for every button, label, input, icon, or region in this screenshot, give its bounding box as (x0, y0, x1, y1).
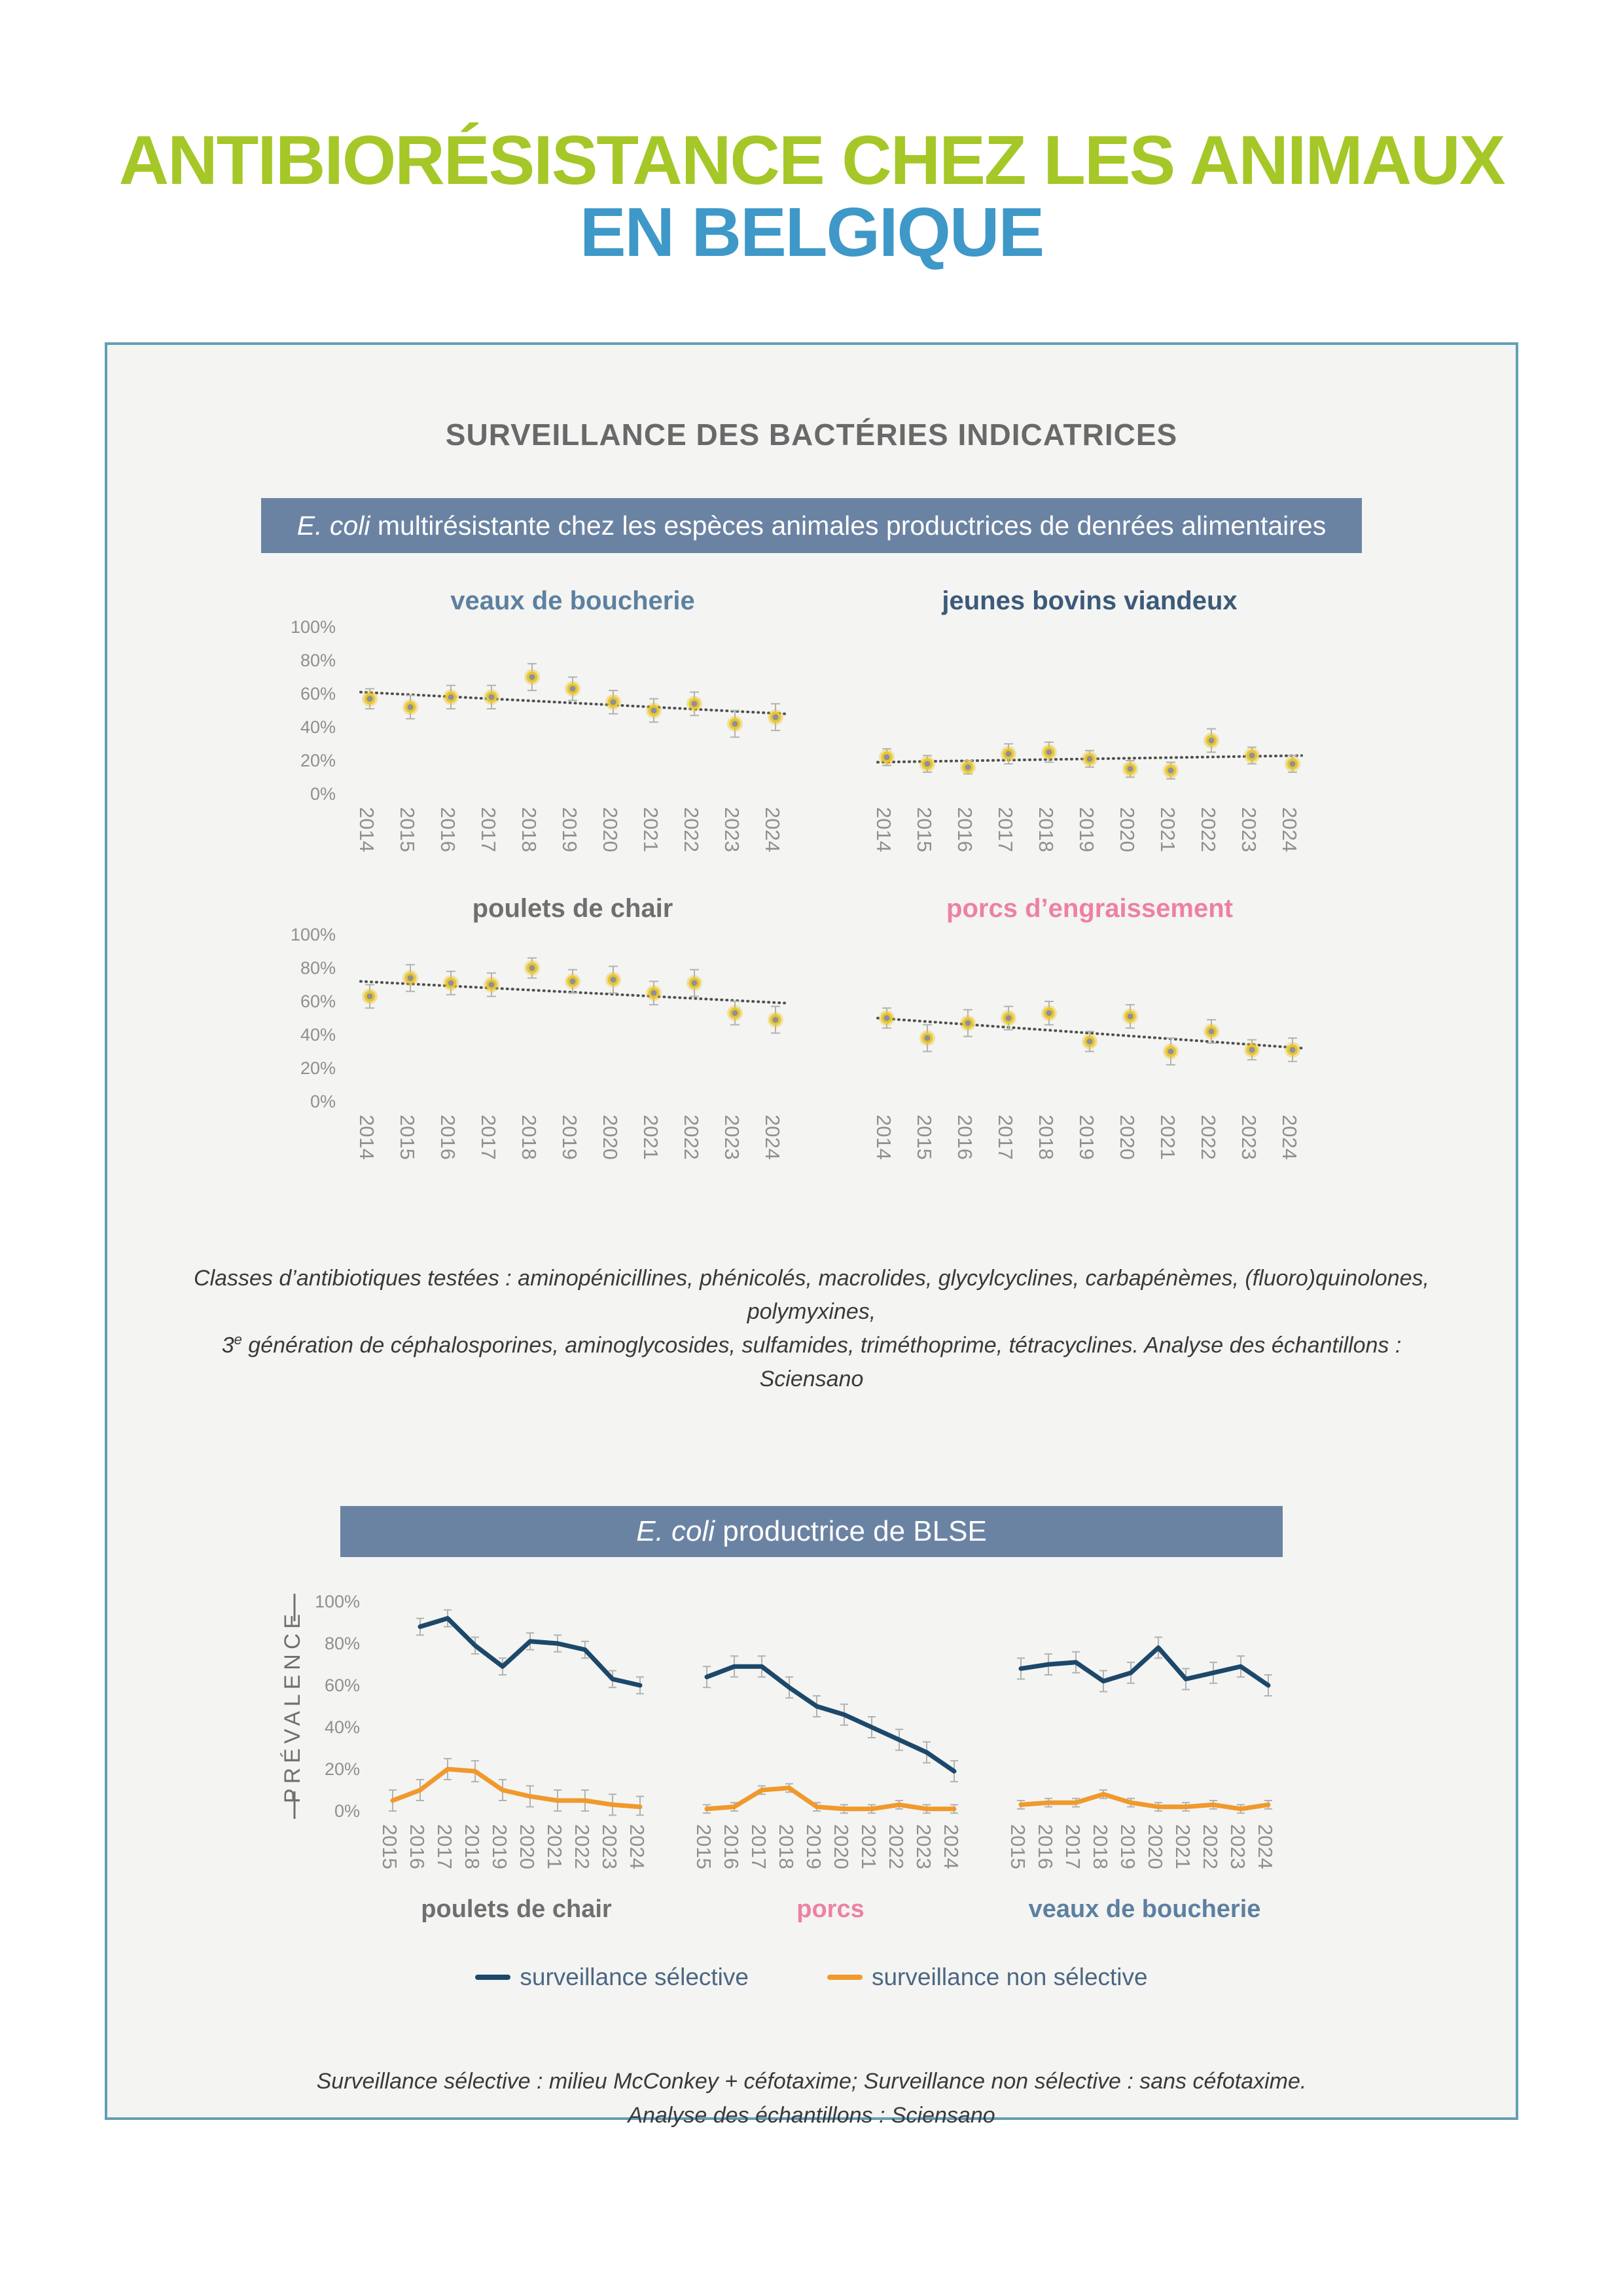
y-tick-label: 0% (310, 784, 336, 804)
section-heading: SURVEILLANCE DES BACTÉRIES INDICATRICES (445, 418, 1178, 452)
marker-inner (408, 704, 414, 710)
blse-method-footnote (107, 2064, 1516, 2133)
x-tick-label: 2024 (761, 807, 784, 853)
marker-inner (408, 975, 414, 981)
x-tick-label: 2023 (912, 1823, 935, 1869)
marker-inner (732, 721, 738, 727)
panel-label: porcs (796, 1895, 865, 1923)
marker-inner (965, 1020, 971, 1026)
blse-banner-text: productrice de BLSE (722, 1515, 987, 1547)
marker-inner (1006, 1015, 1012, 1021)
x-tick-label: 2021 (1171, 1823, 1194, 1869)
main-title-line2: EN BELGIQUE (579, 194, 1044, 272)
blse-chart-wrap (107, 1569, 1516, 1939)
blse-banner-species-italic: E. coli (636, 1515, 715, 1547)
x-tick-label: 2015 (913, 807, 936, 853)
x-tick-label: 2019 (558, 1115, 581, 1160)
banner-species-italic: E. coli (296, 511, 370, 541)
marker-inner (489, 982, 495, 988)
marker-inner (611, 700, 616, 706)
x-tick-label: 2019 (1075, 807, 1098, 853)
x-tick-label: 2015 (692, 1823, 715, 1869)
x-tick-label: 2023 (1238, 807, 1260, 853)
chart-title: veaux de boucherie (450, 586, 695, 616)
data-points (879, 1001, 1300, 1065)
marker-inner (1290, 761, 1296, 767)
marker-inner (1046, 749, 1052, 755)
x-tick-label: 2017 (994, 1115, 1017, 1160)
x-tick-label: 2015 (913, 1115, 936, 1160)
x-tick-label: 2024 (1254, 1823, 1277, 1869)
x-tick-label: 2018 (518, 1115, 541, 1160)
marker-inner (773, 715, 779, 721)
surveillance-box (105, 342, 1518, 2128)
blse-footnote-line2: Analyse des échantillons : Sciensano (628, 2103, 995, 2128)
x-tick-label: 2016 (437, 807, 459, 853)
marker-inner (651, 990, 657, 996)
marker-inner (884, 755, 890, 761)
x-tick-label: 2022 (1197, 1115, 1220, 1160)
x-tick-label: 2016 (1034, 1823, 1057, 1869)
x-tick-label: 2015 (396, 807, 419, 853)
x-tick-label: 2021 (639, 807, 662, 853)
x-tick-label: 2018 (518, 807, 541, 853)
x-tick-label: 2022 (680, 1115, 703, 1160)
x-tick-label: 2018 (461, 1823, 484, 1869)
marker-inner (1046, 1011, 1052, 1016)
x-tick-label: 2023 (721, 1115, 743, 1160)
y-tick-label: 0% (334, 1801, 360, 1821)
blse-banner (340, 1506, 1283, 1557)
marker-inner (773, 1017, 779, 1023)
marker-inner (692, 980, 698, 986)
y-tick-label: 40% (300, 1025, 336, 1045)
x-tick-label: 2021 (1156, 1115, 1179, 1160)
chart-blse-prevalence (255, 1569, 1368, 1935)
marker-inner (529, 965, 535, 971)
y-tick-label: 100% (290, 617, 336, 637)
x-tick-label: 2020 (1116, 1115, 1139, 1160)
x-tick-label: 2024 (1278, 807, 1301, 853)
y-tick-label: 60% (324, 1675, 360, 1695)
x-tick-label: 2021 (543, 1823, 566, 1869)
marker-inner (367, 696, 373, 702)
x-tick-label: 2020 (516, 1823, 539, 1869)
x-tick-label: 2014 (355, 807, 378, 853)
x-tick-label: 2022 (885, 1823, 908, 1869)
x-tick-label: 2014 (872, 1115, 895, 1160)
x-tick-label: 2015 (1007, 1823, 1029, 1869)
marker-inner (1249, 753, 1255, 759)
series-line (393, 1769, 640, 1807)
x-tick-label: 2020 (1144, 1823, 1167, 1869)
marker-inner (925, 1035, 931, 1041)
marker-inner (367, 994, 373, 999)
x-tick-label: 2016 (954, 1115, 976, 1160)
x-tick-label: 2020 (1116, 807, 1139, 853)
footnote-line2-base: 3 (221, 1333, 234, 1358)
blse-footnote-line1: Surveillance sélective : milieu McConkey + céfotaxime; Surveillance non sélective : sans céfotaxime. (316, 2068, 1307, 2094)
panel-3 (1007, 1637, 1277, 1923)
scatter-charts-grid (107, 586, 1516, 1185)
marker-inner (1168, 1049, 1174, 1054)
x-tick-label: 2017 (477, 807, 500, 853)
marker-inner (1209, 738, 1215, 744)
marker-inner (1128, 766, 1133, 772)
data-points (362, 664, 783, 738)
marker-inner (1290, 1047, 1296, 1053)
main-title-line1: ANTIBIORÉSISTANCE CHEZ LES ANIMAUX (118, 122, 1505, 199)
x-tick-label: 2023 (1226, 1823, 1249, 1869)
chart-porcs-engraissement (815, 893, 1364, 1185)
marker-inner (1006, 751, 1012, 757)
y-tick-label: 80% (300, 651, 336, 671)
y-tick-label: 60% (300, 684, 336, 704)
x-tick-label: 2021 (1156, 807, 1179, 853)
x-tick-label: 2016 (720, 1823, 743, 1869)
x-tick-label: 2023 (598, 1823, 621, 1869)
panel-1 (378, 1610, 649, 1923)
y-tick-label: 60% (300, 992, 336, 1012)
blse-legend (107, 1964, 1516, 1991)
y-tick-label: 20% (324, 1759, 360, 1779)
x-tick-label: 2023 (1238, 1115, 1260, 1160)
x-tick-label: 2018 (775, 1823, 798, 1869)
marker-inner (1249, 1047, 1255, 1053)
x-tick-label: 2024 (940, 1823, 963, 1869)
banner-text: multirésistante chez les espèces animales productrices de denrées alimentaires (377, 511, 1327, 541)
chart-poulets-de-chair (259, 893, 808, 1185)
y-tick-label: 20% (300, 1058, 336, 1079)
x-tick-label: 2019 (802, 1823, 825, 1869)
marker-inner (489, 694, 495, 700)
series-line (707, 1788, 954, 1809)
main-title (0, 0, 1623, 272)
marker-inner (651, 708, 657, 713)
y-tick-label: 100% (314, 1591, 360, 1611)
x-tick-label: 2019 (488, 1823, 511, 1869)
x-tick-label: 2022 (571, 1823, 594, 1869)
series-line (420, 1618, 640, 1685)
data-points (362, 958, 783, 1033)
x-tick-label: 2019 (1075, 1115, 1098, 1160)
legend-label-selective: surveillance sélective (520, 1963, 749, 1990)
y-tick-label: 40% (324, 1717, 360, 1737)
y-tick-label: 20% (300, 751, 336, 771)
marker-inner (732, 1011, 738, 1016)
marker-inner (1209, 1029, 1215, 1035)
legend-item-selective (475, 1964, 749, 1991)
marker-inner (1087, 756, 1093, 762)
chart-title: jeunes bovins viandeux (942, 586, 1238, 616)
marker-inner (448, 694, 454, 700)
marker-inner (965, 764, 971, 770)
series-line (1021, 1794, 1268, 1808)
marker-inner (448, 980, 454, 986)
x-tick-label: 2016 (406, 1823, 429, 1869)
x-tick-label: 2023 (721, 807, 743, 853)
panel-2 (692, 1656, 963, 1923)
y-tick-label: 40% (300, 717, 336, 738)
x-tick-label: 2022 (1199, 1823, 1222, 1869)
x-tick-label: 2014 (355, 1115, 378, 1160)
marker-inner (925, 761, 931, 767)
x-tick-label: 2019 (1116, 1823, 1139, 1869)
x-tick-label: 2021 (857, 1823, 880, 1869)
panel-label: poulets de chair (421, 1895, 612, 1923)
x-tick-label: 2024 (626, 1823, 649, 1869)
x-tick-label: 2017 (994, 807, 1017, 853)
non-selective-line-swatch (827, 1975, 863, 1980)
marker-inner (570, 686, 576, 692)
chart-jeunes-bovins-viandeux (815, 586, 1364, 877)
legend-label-non-selective: surveillance non sélective (871, 1963, 1148, 1990)
marker-inner (1128, 1014, 1133, 1020)
chart-veaux-de-boucherie (259, 586, 808, 877)
x-tick-label: 2016 (954, 807, 976, 853)
footnote-line2-rest: génération de céphalosporines, aminoglycosides, sulfamides, triméthoprime, tétracyclines. Analyse des échantillons : Sciensano (241, 1333, 1402, 1391)
panel-label: veaux de boucherie (1028, 1895, 1261, 1923)
marker-inner (884, 1015, 890, 1021)
x-tick-label: 2015 (378, 1823, 401, 1869)
y-tick-label: 80% (300, 958, 336, 978)
chart-title: poulets de chair (472, 894, 673, 924)
marker-inner (611, 977, 616, 983)
x-tick-label: 2016 (437, 1115, 459, 1160)
series-line (1021, 1647, 1268, 1685)
x-tick-label: 2018 (1089, 1823, 1112, 1869)
mdr-ecoli-banner (261, 498, 1362, 553)
x-tick-label: 2024 (761, 1115, 784, 1160)
x-tick-label: 2021 (639, 1115, 662, 1160)
y-axis-label: PRÉVALENCE (280, 1609, 305, 1803)
marker-inner (692, 701, 698, 707)
footnote-superscript: e (234, 1331, 242, 1348)
x-tick-label: 2017 (477, 1115, 500, 1160)
x-tick-label: 2020 (830, 1823, 853, 1869)
x-tick-label: 2022 (680, 807, 703, 853)
y-tick-label: 100% (290, 925, 336, 945)
series-line (707, 1666, 954, 1771)
x-tick-label: 2020 (599, 807, 622, 853)
x-tick-label: 2020 (599, 1115, 622, 1160)
x-tick-label: 2015 (396, 1115, 419, 1160)
chart-title: porcs d’engraissement (946, 894, 1233, 924)
selective-line-swatch (475, 1975, 510, 1980)
x-tick-label: 2018 (1035, 1115, 1058, 1160)
antibiotic-classes-footnote (186, 1262, 1437, 1395)
x-tick-label: 2019 (558, 807, 581, 853)
x-tick-label: 2017 (433, 1823, 456, 1869)
x-tick-label: 2022 (1197, 807, 1220, 853)
x-tick-label: 2017 (747, 1823, 770, 1869)
marker-inner (1168, 768, 1174, 774)
y-tick-label: 0% (310, 1092, 336, 1112)
marker-inner (1087, 1039, 1093, 1045)
y-tick-label: 80% (324, 1633, 360, 1653)
footnote-line1: Classes d’antibiotiques testées : aminopénicillines, phénicolés, macrolides, glycylcyclines, carbapénèmes, (fluoro)quinolones, polymyxines, (194, 1266, 1429, 1325)
legend-item-non-selective (827, 1964, 1148, 1991)
x-tick-label: 2017 (1061, 1823, 1084, 1869)
marker-inner (529, 674, 535, 680)
x-tick-label: 2024 (1278, 1115, 1301, 1160)
x-tick-label: 2018 (1035, 807, 1058, 853)
data-points (879, 729, 1300, 780)
marker-inner (570, 978, 576, 984)
x-tick-label: 2014 (872, 807, 895, 853)
